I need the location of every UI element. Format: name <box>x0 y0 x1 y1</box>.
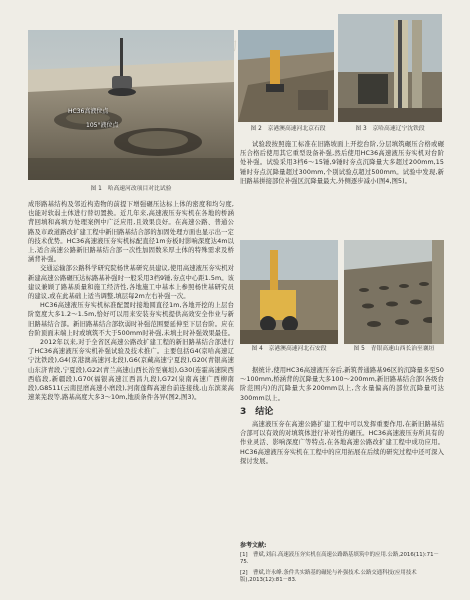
figure-5-photo <box>344 240 444 344</box>
figure-1-label-2: 105°液位点 <box>86 122 119 129</box>
left-paragraph: 交通运输部公路科学研究院杨世基研究员建议,使用高速液压夯实机对新建高速公路碾压达标路基补强时一般采用3档9锤,夯点中心距1.5m。该建议兼顾了路基质量和施工经济性,各地施工中基本上参照杨世基研究员的建议,或在此基础上适当调整,填层每2m左右补强一次。 <box>28 265 235 301</box>
figure-5-image <box>344 240 444 344</box>
left-paragraph: 成形路基结构及邻近构造物的前提下增强碾压达标上体的密度和均匀度,也能对软弱土体进行替切置换。近几年来,高速液压夯实机在各地的桥涵背回填和高填方处理案例中广泛应用,且效果良好。在高速公路、普通公路及市政道路改扩建工程中新旧路基结合部的加固处理方面也显示出一定的技术优势。HC36高速液压夯实机标配直径1m夯板时影响深度达4m以上,适合高速公路新旧路基结合部一次性加固数米厚土体的特殊需求及桥涵背补强。 <box>28 201 234 264</box>
figure-2-photo <box>238 30 334 122</box>
right-paragraph: 试验段按照施工标准在旧路坡面上开挖台阶,分层填筑碾压合格或碾压合格后使用其它重型设备补强,然后使用HC36高速液压夯实机对台阶处补强。试验采用3档6～15锤,9锤时夯点沉降量大多超过200mm,15锤时夯点沉降量超过300mm,个别试验点超过500mm。试验中发现,新旧路基拼接部位补强区沉降量最大,外侧逐步减小(图4,图5)。 <box>240 141 444 185</box>
left-paragraph: 2012年以来,对于全省区高速公路改扩建工程的新旧路基结合部进行了HC36高速液压夯实机补强试验及技术推广。主要包括G4(京哈高速辽宁沈铁段),G4(京港澳高速河北段),G6(京藏高速宁夏段),G20(青银高速山东济青段,宁夏段),G22(青兰高速山西长治至襄垣),G30(连霍高速陕西西临段,新疆段),G70(福银高速江西昌九段),G72(泉南高速广西柳南段),G8511(云南昆磨高速小磨段),河南莲辉高速台前连接线,山东滨莱高速莱芜段等,路基高度大多3～10m,地质条件各异(图2,图3)。 <box>28 339 234 402</box>
figure-2-caption: 图 2 京港澳高速河北京石段 <box>250 126 326 132</box>
figure-1-image <box>28 30 234 180</box>
figure-3-image <box>338 14 442 122</box>
figure-3-photo <box>338 14 442 122</box>
right-column-top <box>240 140 444 186</box>
section-title: 3 结论 <box>240 407 274 417</box>
left-paragraph: HC36高速液压夯实机标准配置时接地圆直径1m,各地开挖的上层台阶宽度大多1.2～1.5m,恰好可以用来安装夯实机提供高效安全作业与新旧路基结合部。新旧路基结合部软弱时补强范围要延伸至下层台阶。应在台阶顶面末端上时或填筑不大于500mm时补强,未填土时补强效果最佳。 <box>28 302 235 337</box>
figure-1-caption: 图 1 哈高速河改项目对比试验 <box>90 186 172 192</box>
figure-2-image <box>238 30 334 122</box>
reference-item: [2] 曹斌,许永峰.条件共实路基的碾轮与补强技术.公路交通科技(应用技术版),2013(12):81－83. <box>240 570 417 584</box>
left-column <box>28 200 234 402</box>
conclusion-paragraph: 高速液压夯在高速公路扩建工程中可以发挥重要作用,在新旧路基结合部可以有效的对填筑体进行补对性的碾压。HC36高速液压夯所具有的作业灵活、影响深度广等特点,在各地高速公路改扩建工程中成功应用。HC36高速液压夯实机在工程中的应用拓展在后续的研究过程中还可深入探讨发展。 <box>240 421 444 465</box>
reference-item: [1] 曹斌,刘启.高速液压夯实机在高速公路路基填筑中的应用.公路,2016(11):71－75. <box>240 552 439 566</box>
figure-4-photo <box>240 240 338 344</box>
figure-1-label-1: HC36高液位点 <box>68 108 109 115</box>
figure-4-image <box>240 240 338 344</box>
references-heading: 参考文献: <box>240 542 267 549</box>
right-column-middle <box>240 366 444 403</box>
figure-3-caption: 图 3 京哈高速辽宁沈铁段 <box>355 126 425 132</box>
conclusion-column <box>240 420 444 466</box>
figure-5-caption: 图 5 青银高速山西长治至襄垣 <box>353 346 435 352</box>
figure-4-caption: 图 4 京港澳高速河北石安段 <box>251 346 327 352</box>
right-paragraph: 据统计,使用HC36高速液压夯后,新筑普通路基96区的沉降量多至50～100mm,桥涵背的沉降量大多100～200mm,新旧路基结合部(各级台阶范围内)的沉降量大多200mm以上,含水量偏高的部位沉降量可达300mm以上。 <box>240 367 444 402</box>
figure-1-photo <box>28 30 234 180</box>
